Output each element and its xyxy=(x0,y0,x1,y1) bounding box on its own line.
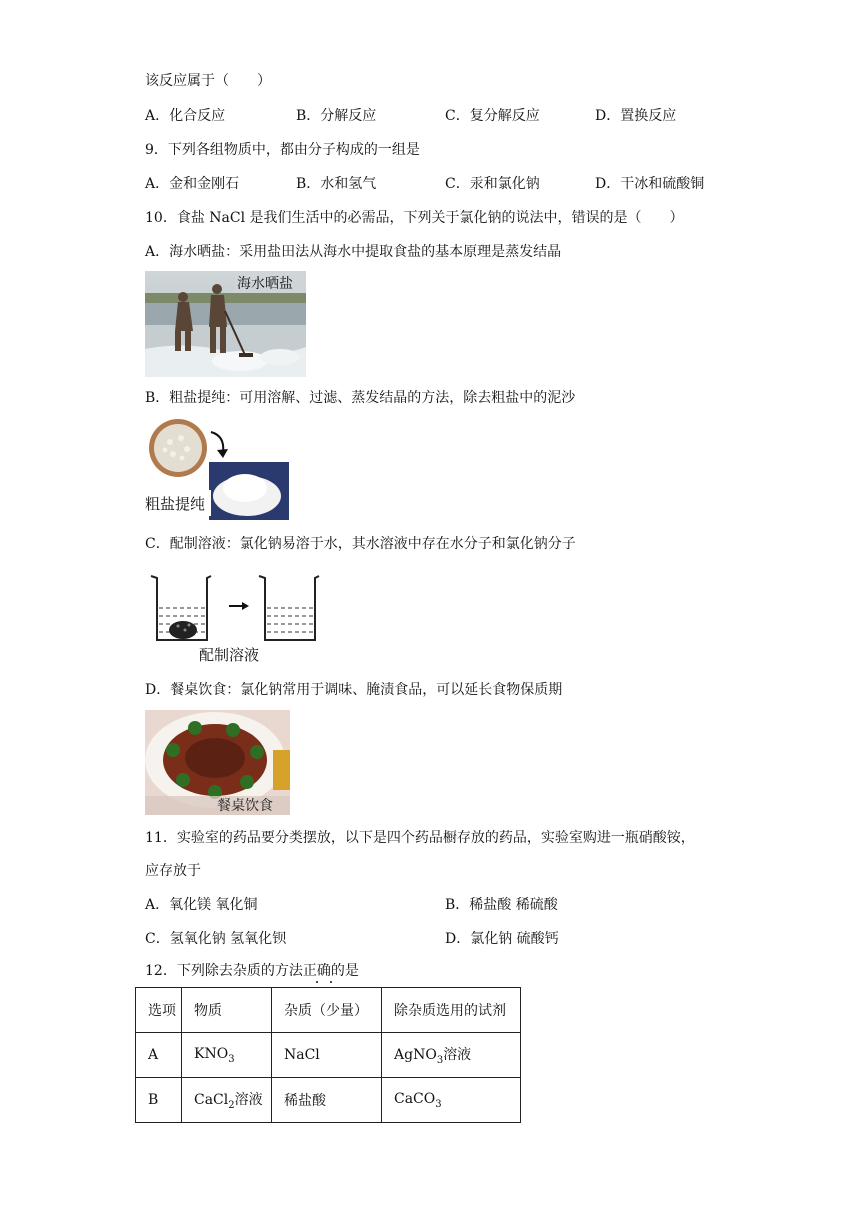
q9-option-b[interactable]: B．水和氢气 xyxy=(296,176,377,192)
q11-stem-line2: 应存放于 xyxy=(145,863,201,879)
salt-purification-caption: 粗盐提纯 xyxy=(145,495,206,513)
q11-option-c[interactable]: C．氢氧化钠 氢氧化钡 xyxy=(145,931,287,947)
q10-option-b[interactable]: B．粗盐提纯：可用溶解、过滤、蒸发结晶的方法，除去粗盐中的泥沙 xyxy=(145,390,576,406)
table-row xyxy=(136,1033,521,1078)
q10-option-c[interactable]: C．配制溶液：氯化钠易溶于水，其水溶液中存在水分子和氯化钠分子 xyxy=(145,536,576,552)
salt-purification-image xyxy=(145,418,290,520)
q8-option-b[interactable]: B．分解反应 xyxy=(296,108,377,124)
q8-stem-tail: 该反应属于（ ） xyxy=(145,73,271,89)
sea-salt-drying-image xyxy=(145,271,306,377)
row-substance: $KNO_3$ xyxy=(182,1033,272,1078)
q11-option-d[interactable]: D．氯化钠 硫酸钙 xyxy=(445,931,559,947)
row-substance: CaCl$_2$溶液 xyxy=(182,1078,272,1123)
q8-option-c[interactable]: C．复分解反应 xyxy=(445,108,540,124)
q8-option-a[interactable]: A．化合反应 xyxy=(145,108,226,124)
table-row xyxy=(136,1078,521,1123)
emphasis-dot xyxy=(316,981,318,983)
q9-option-c[interactable]: C．汞和氯化钠 xyxy=(445,176,540,192)
q11-option-a[interactable]: A．氧化镁 氧化铜 xyxy=(145,897,258,913)
header-reagent: 除杂质选用的试剂 xyxy=(382,988,521,1033)
q8-option-d[interactable]: D．置换反应 xyxy=(595,108,677,124)
dining-table-image xyxy=(145,710,290,815)
emphasis-dot xyxy=(330,981,332,983)
row-impurity: 稀盐酸 xyxy=(272,1078,382,1123)
q9-option-d[interactable]: D．干冰和硫酸铜 xyxy=(595,176,705,192)
row-option: B xyxy=(136,1078,182,1123)
q10-option-d[interactable]: D．餐桌饮食：氯化钠常用于调味、腌渍食品，可以延长食物保质期 xyxy=(145,682,563,698)
header-option: 选项 xyxy=(136,988,182,1033)
row-impurity: NaCl xyxy=(272,1033,382,1078)
q12-stem: 12．下列除去杂质的方法正确的是 xyxy=(145,963,359,979)
dining-table-caption: 餐桌饮食 xyxy=(217,798,273,814)
row-option: A xyxy=(136,1033,182,1078)
q11-stem-line1: 11．实验室的药品要分类摆放，以下是四个药品橱存放的药品，实验室购进一瓶硝酸铵， xyxy=(145,830,695,846)
q10-option-a[interactable]: A．海水晒盐：采用盐田法从海水中提取食盐的基本原理是蒸发结晶 xyxy=(145,244,562,260)
row-reagent: AgNO$_3$溶液 xyxy=(382,1033,521,1078)
solution-preparation-image xyxy=(145,566,325,666)
q10-stem: 10．食盐 NaCl 是我们生活中的必需品，下列关于氯化钠的说法中，错误的是（ ） xyxy=(145,210,684,226)
header-impurity: 杂质（少量） xyxy=(272,988,382,1033)
q11-option-b[interactable]: B．稀盐酸 稀硫酸 xyxy=(445,897,558,913)
table-header-row xyxy=(136,988,521,1033)
q9-stem: 9．下列各组物质中，都由分子构成的一组是 xyxy=(145,142,420,158)
row-reagent: CaCO$_3$ xyxy=(382,1078,521,1123)
impurity-table xyxy=(135,987,521,1123)
header-substance: 物质 xyxy=(182,988,272,1033)
solution-preparation-caption: 配制溶液 xyxy=(199,646,260,664)
q9-option-a[interactable]: A．金和金刚石 xyxy=(145,176,240,192)
sea-salt-caption: 海水晒盐 xyxy=(237,276,293,292)
